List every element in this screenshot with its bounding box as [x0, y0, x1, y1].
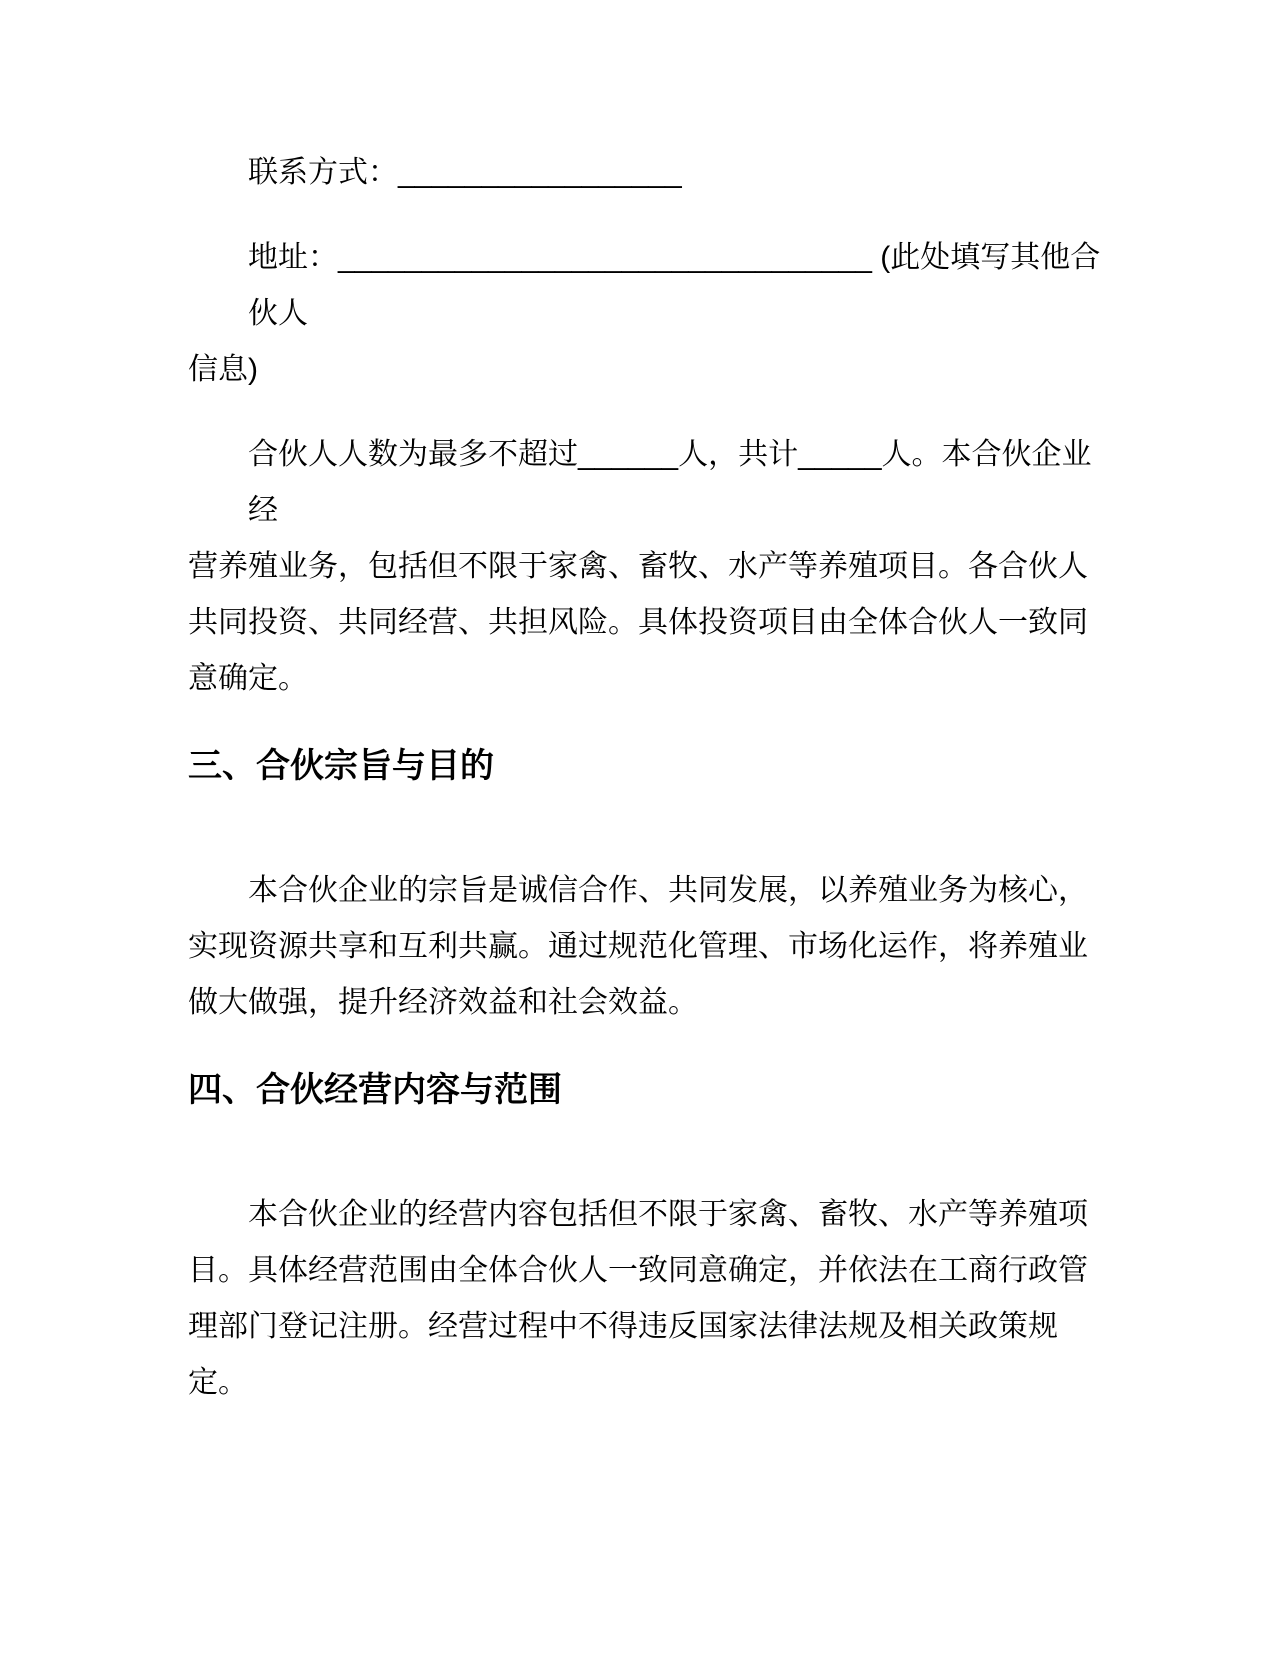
address-field-line-2: 信息)	[188, 353, 258, 386]
purpose-paragraph-line-2: 实现资源共享和互利共赢。通过规范化管理、市场化运作，将养殖业	[188, 930, 1088, 963]
purpose-paragraph	[188, 863, 1112, 1031]
partner-count-paragraph-line-3: 共同投资、共同经营、共担风险。具体投资项目由全体合伙人一致同	[188, 606, 1088, 639]
partner-count-paragraph	[188, 427, 1112, 707]
business-scope-paragraph-line-1: 本合伙企业的经营内容包括但不限于家禽、畜牧、水产等养殖项	[248, 1198, 1088, 1231]
section-4-heading: 四、合伙经营内容与范围	[188, 1071, 562, 1109]
purpose-paragraph-line-3: 做大做强，提升经济效益和社会效益。	[188, 986, 698, 1019]
contact-field	[188, 145, 1112, 201]
business-scope-paragraph	[188, 1187, 1112, 1411]
purpose-paragraph-line-1: 本合伙企业的宗旨是诚信合作、共同发展，以养殖业务为核心，	[248, 874, 1088, 907]
partner-count-paragraph-line-2: 营养殖业务，包括但不限于家禽、畜牧、水产等养殖项目。各合伙人	[188, 550, 1088, 583]
address-field-line-1: 地址：________________________________ (此处填写其他合伙人	[248, 241, 1101, 330]
business-scope-paragraph-line-2: 目。具体经营范围由全体合伙人一致同意确定，并依法在工商行政管	[188, 1254, 1088, 1287]
partner-count-paragraph-line-4: 意确定。	[188, 662, 308, 695]
partner-count-paragraph-line-1: 合伙人人数为最多不超过______人，共计_____人。本合伙企业经	[248, 438, 1092, 527]
business-scope-paragraph-line-3: 理部门登记注册。经营过程中不得违反国家法律法规及相关政策规	[188, 1310, 1058, 1343]
business-scope-paragraph-line-4: 定。	[188, 1366, 248, 1399]
contact-field-line-1: 联系方式：_________________	[248, 156, 682, 189]
address-field	[188, 230, 1112, 398]
section-3-heading: 三、合伙宗旨与目的	[188, 747, 494, 785]
